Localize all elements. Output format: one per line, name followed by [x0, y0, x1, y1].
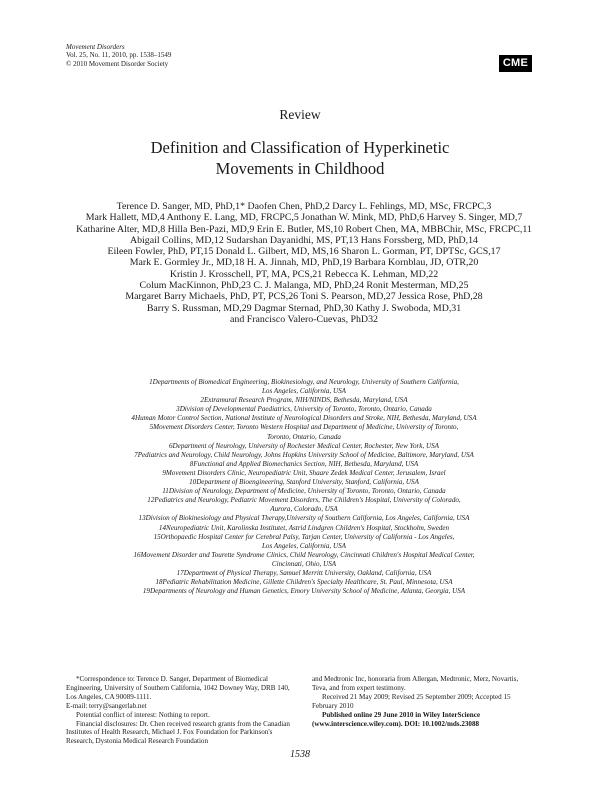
- affiliation-line: Cincinnati, Ohio, USA: [271, 559, 337, 568]
- affiliation-line: 16Movement Disorder and Tourette Syndrome Clinics, Child Neurology, Cincinnati Children's Hospital Medical Center,: [133, 550, 475, 559]
- disclosure-note: Financial disclosures: Dr. Chen received research grants from the Canadian Institutes of Health Research, Michael J. Fox Foundation for Parkinson's Research, Dystonia Medical Research Foundation: [66, 719, 290, 746]
- author-line: Katharine Alter, MD,8 Hilla Ben-Pazi, MD,9 Erin E. Butler, MS,10 Robert Chen, MA, MBBChir, MSc, FRCPC,11: [76, 223, 532, 235]
- journal-volume: Vol. 25, No. 11, 2010, pp. 1538–1549: [66, 51, 172, 60]
- author-line: Kristin J. Krosschell, PT, MA, PCS,21 Rebecca K. Lehman, MD,22: [169, 268, 439, 280]
- affiliation-line: 11Division of Neurology, Department of Medicine, University of Toronto, Toronto, Ontario, Canada: [162, 487, 446, 496]
- affiliation-list: [60, 378, 548, 596]
- affiliation-line: 4Human Motor Control Section, National Institute of Neurological Disorders and Stroke, NIH, Bethesda, Maryland, USA: [131, 414, 477, 423]
- article-title: [0, 137, 600, 179]
- affiliation-line: 15Orthopaedic Hospital Center for Cerebral Palsy, Tarjan Center, University of California - Los Angeles,: [153, 532, 455, 541]
- footnotes-right: [312, 675, 534, 728]
- affiliation-line: 7Pediatrics and Neurology, Child Neurology, Johns Hopkins University School of Medicine, Baltimore, Maryland, USA: [134, 450, 474, 459]
- affiliation-line: 8Functional and Applied Biomechanics Section, NIH, Bethesda, Maryland, USA: [189, 459, 419, 468]
- title-line-2: Movements in Childhood: [215, 159, 385, 178]
- affiliation-line: 1Departments of Biomedical Engineering, Biokinesiology, and Neurology, University of Southern California,: [149, 378, 459, 386]
- journal-name: Movement Disorders: [66, 43, 125, 51]
- title-line-1: Definition and Classification of Hyperkinetic: [150, 138, 450, 157]
- author-line: and Francisco Valero-Cuevas, PhD32: [230, 313, 378, 325]
- cme-badge: CME: [499, 55, 532, 72]
- affiliation-line: Toronto, Ontario, Canada: [267, 432, 341, 441]
- disclosure-continuation: and Medtronic Inc, honoraria from Allergan, Medtronic, Merz, Novartis, Teva, and from expert testimony.: [312, 675, 519, 692]
- affiliation-line: Aurora, Colorado, USA: [270, 505, 338, 514]
- page-number: 1538: [290, 749, 310, 760]
- publication-info: Published online 29 June 2010 in Wiley InterScience (www.interscience.wiley.com). DOI: 10.1002/mds.23088: [312, 710, 480, 728]
- affiliation-line: 9Movement Disorders Clinic, Neuropediatric Unit, Shaare Zedek Medical Center, Jerusalem, Israel: [162, 468, 446, 477]
- affiliation-line: 10Department of Bioengineering, Stanford University, Stanford, California, USA: [189, 478, 419, 487]
- affiliation-line: Los Angeles, California, USA: [261, 387, 346, 396]
- author-line: Mark E. Gormley Jr., MD,18 H. A. Jinnah, MD, PhD,19 Barbara Kornblau, JD, OTR,20: [129, 257, 479, 269]
- affiliation-line: 3Division of Developmental Paediatrics, University of Toronto, Toronto, Ontario, Canada: [176, 405, 432, 414]
- affiliation-line: 12Pediatrics and Neurology, Pediatric Movement Disorders, The Children's Hospital, University of Colorado,: [147, 496, 461, 505]
- conflict-note: Potential conflict of interest: Nothing to report.: [76, 710, 210, 719]
- affiliation-line: 5Movement Disorders Center, Toronto Western Hospital and Department of Medicine, University of Toronto,: [149, 423, 459, 432]
- author-line: Terence D. Sanger, MD, PhD,1* Daofen Chen, PhD,2 Darcy L. Fehlings, MD, MSc, FRCPC,3: [116, 201, 492, 212]
- journal-citation: [66, 43, 171, 68]
- affiliation-line: 13Division of Biokinesiology and Physical Therapy,University of Southern California, Los Angeles, California, USA: [138, 514, 470, 523]
- affiliation-line: 17Department of Physical Therapy, Samuel Merritt University, Oakland, California, USA: [176, 568, 432, 577]
- affiliation-line: 14Neuropediatric Unit, Karolinska Institutet, Astrid Lindgren Children's Hospital, Stockholm, Sweden: [158, 523, 450, 532]
- correspondence-email: E-mail: terry@sangerlab.net: [66, 701, 147, 710]
- affiliation-line: 6Department of Neurology, University of Rochester Medical Center, Rochester, New York, USA: [169, 441, 439, 450]
- affiliation-line: Los Angeles, California, USA: [261, 541, 346, 550]
- author-line: Mark Hallett, MD,4 Anthony E. Lang, MD, FRCPC,5 Jonathan W. Mink, MD, PhD,6 Harvey S. Singer, MD,7: [85, 212, 523, 224]
- journal-copyright: © 2010 Movement Disorder Society: [66, 59, 169, 68]
- author-list: [60, 201, 548, 325]
- author-line: Abigail Collins, MD,12 Sudarshan Dayanidhi, MS, PT,13 Hans Forssberg, MD, PhD,14: [129, 234, 478, 246]
- author-line: Barry S. Russman, MD,29 Dagmar Sternad, PhD,30 Kathy J. Swoboda, MD,31: [146, 302, 462, 314]
- author-line: Margaret Barry Michaels, PhD, PT, PCS,26 Toni S. Pearson, MD,27 Jessica Rose, PhD,28: [125, 291, 483, 303]
- author-line: Eileen Fowler, PhD, PT,15 Donald L. Gilbert, MD, MS,16 Sharon L. Gorman, PT, DPTSc, GCS,17: [107, 246, 501, 258]
- author-line: Colum MacKinnon, PhD,23 C. J. Malanga, MD, PhD,24 Ronit Mesterman, MD,25: [139, 280, 469, 292]
- affiliation-line: 19Departments of Neurology and Human Genetics, Emory University School of Medicine, Atlanta, Georgia, USA: [142, 587, 466, 596]
- correspondence-note: *Correspondence to: Terence D. Sanger, Department of Biomedical Engineering, University of Southern California, 1042 Downey Way, DRB 140, Los Angeles, CA 90089-1111.: [66, 675, 290, 701]
- section-label: Review: [279, 107, 321, 122]
- affiliation-line: 2Extramural Research Program, NIH/NINDS, Bethesda, Maryland, USA: [200, 396, 408, 405]
- affiliation-line: 18Pediatric Rehabilitation Medicine, Gillette Children's Specialty Healthcare, St. Paul, Minnesota, USA: [155, 578, 453, 587]
- received-dates: Received 21 May 2009; Revised 25 September 2009; Accepted 15 February 2010: [312, 692, 511, 710]
- footnotes-left: [66, 675, 292, 746]
